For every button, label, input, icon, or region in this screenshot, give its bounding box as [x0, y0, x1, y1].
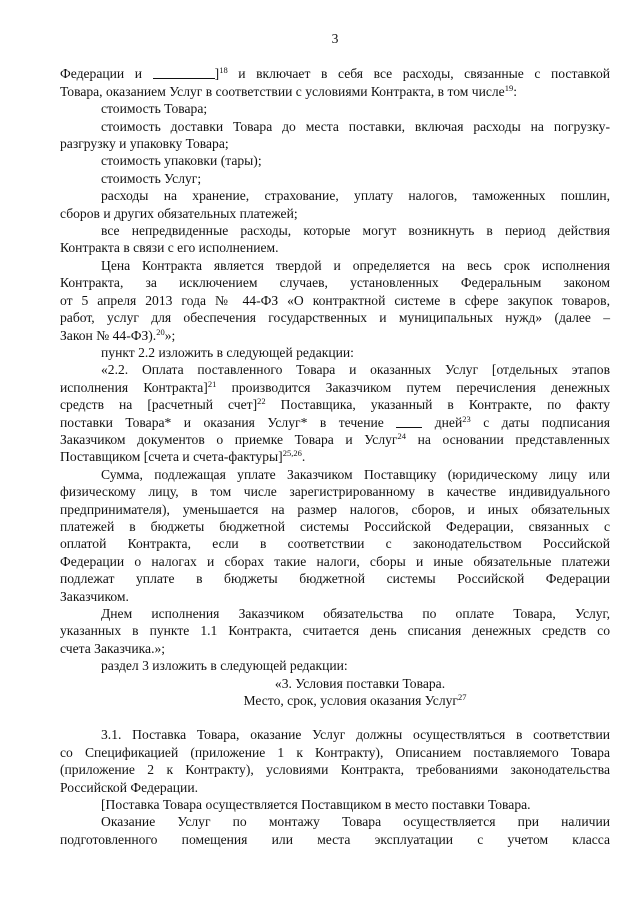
paragraph-line: подготовленного помещения или места эксплуатации с учетом класса — [60, 831, 610, 847]
text: ] — [214, 66, 220, 82]
paragraph-line: Российской Федерации. — [60, 779, 198, 795]
paragraph-line: счета Заказчика.»; — [60, 640, 166, 656]
footnote-ref: 18 — [219, 65, 228, 76]
text: дней — [422, 414, 463, 430]
text: Поставщиком [счета и счета-фактуры] — [60, 449, 283, 465]
blank-field — [153, 66, 215, 79]
text: . — [301, 449, 306, 465]
text: Заказчиком документов о приемке Товара и Услуг — [60, 431, 398, 447]
paragraph-line: Федерации о налогах и сборах такие налоги, сборы и иные обязательные платежи — [60, 553, 610, 569]
text: : — [513, 83, 517, 99]
text: исполнения Контракта] — [60, 379, 208, 395]
paragraph-line: раздел 3 изложить в следующей редакции: — [101, 658, 348, 674]
footnote-ref: 23 — [462, 413, 471, 424]
footnote-ref: 20 — [156, 326, 165, 337]
text: и включает в себя все расходы, связанные с поставкой — [227, 66, 611, 82]
paragraph-price-composition — [60, 65, 610, 82]
list-item-continuation: сборов и других обязательных платежей; — [60, 205, 298, 221]
list-item: стоимость доставки Товара до места поставки, включая расходы на погрузку- — [101, 118, 610, 134]
paragraph-line — [60, 448, 610, 465]
footnote-ref: 24 — [397, 430, 406, 441]
paragraph-line: со Спецификацией (приложение 1 к Контракту), Описанием поставляемого Товара — [60, 744, 610, 760]
paragraph-line — [60, 414, 610, 431]
list-item: все непредвиденные расходы, которые могут возникнуть в период действия — [101, 223, 610, 239]
paragraph-line: Заказчиком. — [60, 588, 129, 604]
paragraph-line: физическому лицу, в том числе зарегистрированному в качестве индивидуального — [60, 484, 610, 500]
list-item: расходы на хранение, страхование, уплату налогов, таможенных пошлин, — [101, 188, 610, 204]
paragraph-line: подлежат уплате в бюджеты бюджетной системы Российской Федерации — [60, 571, 610, 587]
text: производится Заказчиком путем перечисления денежных — [216, 379, 611, 395]
blank-field — [396, 415, 422, 428]
section-subheading — [60, 692, 610, 709]
paragraph-line: Сумма, подлежащая уплате Заказчиком Поставщику (юридическому лицу или — [101, 466, 610, 482]
paragraph-line: платежей в бюджеты бюджетной системы Российской Федерации, связанных с — [60, 518, 610, 534]
paragraph-line: Цена Контракта является твердой и определяется на весь срок исполнения — [101, 257, 610, 273]
paragraph-line: Днем исполнения Заказчиком обязательства по оплате Товара, Услуг, — [101, 606, 610, 621]
text: Место, срок, условия оказания Услуг — [243, 693, 458, 709]
text: Поставщика, указанный в Контракте, по факту — [265, 397, 610, 413]
paragraph-line: 3.1. Поставка Товара, оказание Услуг должны осуществляться в соответствии — [101, 727, 610, 743]
footnote-ref: 25,26 — [282, 448, 302, 459]
text: поставки Товара* и оказания Услуг* в течение — [60, 414, 384, 430]
list-item: стоимость Услуг; — [101, 170, 202, 186]
paragraph-line — [60, 379, 610, 396]
paragraph-line: пункт 2.2 изложить в следующей редакции: — [101, 344, 354, 360]
paragraph-line: «2.2. Оплата поставленного Товара и оказанных Услуг [отдельных этапов — [101, 362, 610, 378]
list-item-continuation: Контракта в связи с его исполнением. — [60, 240, 279, 256]
text: Федерации и — [60, 66, 143, 82]
text: на основании представленных — [405, 431, 610, 447]
text: »; — [164, 327, 176, 343]
paragraph-line: оплатой Контракта, если в соответствии с законодательством Российской — [60, 536, 610, 552]
paragraph-line: Оказание Услуг по монтажу Товара осуществляется при наличии — [101, 814, 610, 830]
text: Товара, оказанием Услуг в соответствии с условиями Контракта, в том числе — [60, 83, 505, 99]
paragraph-line: предпринимателя), уменьшается на размер налогов, сборов, и иных обязательных — [60, 501, 610, 517]
list-item: стоимость упаковки (тары); — [101, 153, 262, 169]
paragraph-line: (приложение 2 к Контракту), условиями Контракта, требованиями законодательства — [60, 762, 610, 778]
paragraph-line — [60, 83, 610, 100]
footnote-ref: 19 — [504, 82, 514, 93]
list-item-continuation: разгрузку и упаковку Товара; — [60, 136, 229, 152]
paragraph-line — [60, 327, 610, 344]
page-number: 3 — [331, 31, 339, 46]
paragraph-line: Контракта, за исключением случаев, установленных Федеральным законом — [60, 275, 610, 291]
list-item: стоимость Товара; — [101, 101, 208, 117]
text: средств на [расчетный счет] — [60, 397, 258, 413]
spacer — [60, 709, 610, 726]
text: Закон № 44-ФЗ). — [60, 327, 157, 343]
section-heading: «3. Условия поставки Товара. — [274, 675, 446, 691]
footnote-ref: 21 — [207, 378, 217, 389]
document-page — [60, 30, 610, 848]
paragraph-line — [60, 431, 610, 448]
paragraph-line: от 5 апреля 2013 года № 44-ФЗ «О контрактной системе в сфере закупок товаров, — [60, 292, 610, 308]
footnote-ref: 27 — [457, 692, 467, 703]
text: с даты подписания — [470, 414, 610, 430]
paragraph-line — [60, 396, 610, 413]
paragraph-line: работ, услуг для обеспечения государственных и муниципальных нужд» (далее – — [60, 310, 610, 326]
paragraph-line: указанных в пункте 1.1 Контракта, считается день списания денежных средств со — [60, 623, 610, 639]
footnote-ref: 22 — [257, 396, 266, 407]
paragraph-line: [Поставка Товара осуществляется Поставщиком в место поставки Товара. — [101, 797, 531, 813]
